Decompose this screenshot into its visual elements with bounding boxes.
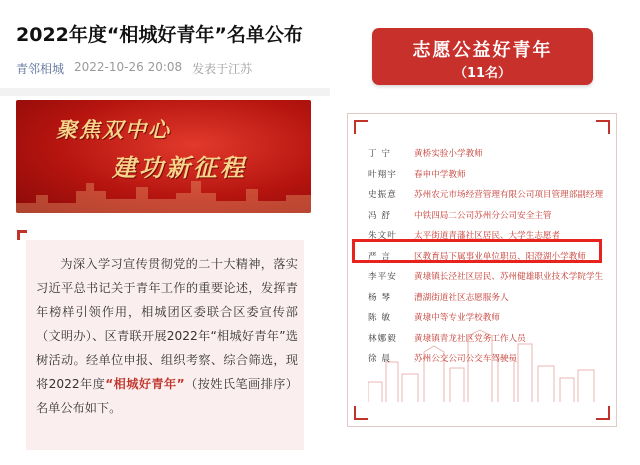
honoree-desc: 苏州农元市场经营管理有限公司项目管理部副经理: [414, 190, 604, 200]
honoree-name: 朱文叶: [368, 231, 397, 241]
honoree-desc: 太平街道青藩社区居民、大学生志愿者: [414, 231, 561, 241]
banner-skyline: [16, 173, 311, 213]
honoree-name: 严 言: [368, 251, 391, 262]
honoree-row: [368, 165, 608, 186]
publish-date: 2022-10-26 20:08: [74, 60, 183, 74]
honoree-name: 徐 晨: [368, 354, 391, 364]
highlight-annotation-box: [352, 239, 602, 263]
corner-ornament: [354, 406, 368, 420]
article-banner-image: [16, 100, 311, 213]
honoree-desc: 黄埭镇青龙社区党务工作人员: [414, 333, 526, 344]
honoree-name: 冯 舒: [368, 210, 391, 221]
honoree-name: 林娜毅: [368, 333, 397, 344]
banner-slogan-line1: 聚焦双中心: [56, 117, 171, 142]
category-title: 志愿公益好青年: [412, 40, 553, 61]
category-banner: [372, 28, 593, 85]
honoree-desc: 黄桥实验小学教师: [414, 149, 483, 159]
quote-mark: [17, 230, 27, 240]
intro-paragraph: [36, 252, 298, 420]
honoree-name: 叶翔宇: [368, 169, 397, 180]
corner-ornament: [596, 406, 610, 420]
honoree-row: [368, 288, 608, 309]
honoree-row-highlighted: [368, 267, 608, 288]
banner-slogan-line2: 建功新征程: [112, 153, 247, 182]
city-skyline-illustration: [368, 322, 598, 402]
honoree-desc: 黄埭中等专业学校教师: [414, 313, 500, 323]
category-count: （11名）: [453, 66, 512, 81]
corner-ornament: [354, 120, 368, 134]
honoree-desc: 区教育局下属事业单位职员、阳澄湖小学教师: [414, 251, 586, 262]
honoree-desc: 苏州公交公司公交车驾驶员: [414, 354, 518, 364]
honoree-name: 杨 琴: [368, 292, 391, 303]
honoree-name: 丁 宁: [368, 149, 391, 159]
intro-box: [26, 240, 304, 450]
honoree-list-card: [347, 113, 617, 427]
honoree-row: [368, 206, 608, 227]
account-link[interactable]: 青邻相城: [16, 62, 65, 76]
honoree-desc: 中铁四局二公司苏州分公司安全主管: [414, 210, 552, 221]
corner-ornament: [596, 120, 610, 134]
honoree-desc: 春申中学教师: [414, 169, 466, 180]
intro-highlight: “相城好青年”: [105, 377, 185, 391]
intro-text-before: 为深入学习宣传贯彻党的二十大精神，落实习近平总书记关于青年工作的重要论述，发挥青年榜样引领作用，相城团区委联合区委宣传部（文明办）、区青联开展2022年“相城好青年”选树活动。经单位申报、组织考察、综合筛选，现将2022年度: [36, 257, 298, 391]
honoree-desc: 黄埭镇长泾社区居民、苏州健雄职业技术学院学生: [414, 272, 604, 282]
article-meta: [16, 60, 252, 77]
publish-location: 发表于江苏: [192, 62, 253, 76]
intro-text-after: （按姓氏笔画排序）名单公布如下。: [36, 377, 298, 415]
honoree-name: 李平安: [368, 272, 397, 282]
honoree-name: 陈 敏: [368, 313, 391, 323]
honoree-desc: 漕湖街道社区志愿服务人: [414, 292, 509, 303]
honoree-row: [368, 185, 608, 206]
article-title: 2022年度“相城好青年”名单公布: [16, 24, 303, 46]
honoree-row: [368, 144, 608, 165]
honoree-name: 史振意: [368, 190, 397, 200]
divider: [0, 88, 330, 96]
